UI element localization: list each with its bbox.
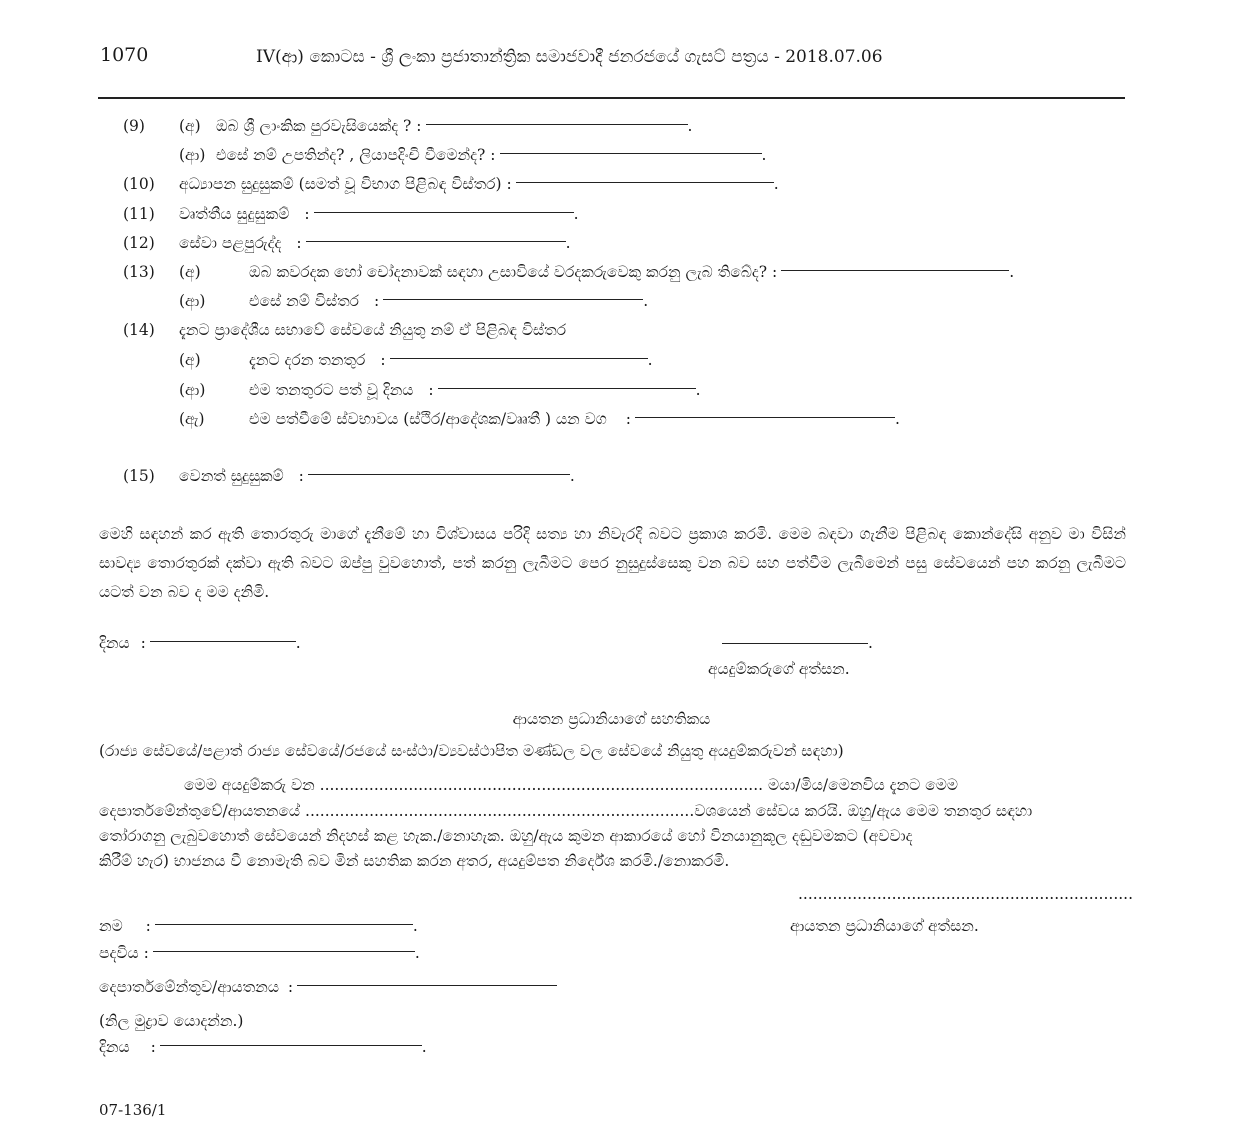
certificate-subtitle: (රාජ්‍ය සේවයේ/පළාත් රාජ්‍ය සේවයේ/රජයේ සංස්ථා/ව්‍යවස්ථාපිත මණ්ඩල වල සේවයේ නියුතු අයදුම්කරුවන් සඳහා) bbox=[99, 742, 844, 760]
item-14c-row: එම පත්වීමේ ස්වභාවය (ස්ථිර/ආදේශක/වෘෘතී ) යන වග : . bbox=[249, 410, 900, 428]
item-14a-letter: (අ) bbox=[179, 351, 201, 369]
item-9b-row: එසේ නම් උපතින්ද? , ලියාපදිංචි වීමෙන්ද? : . bbox=[216, 146, 767, 164]
seal-note: (නිල මුද්‍රාව යොදන්න.) bbox=[99, 1012, 244, 1030]
item-12-answer-line[interactable] bbox=[306, 241, 566, 242]
item-14-label: දැනට ප්‍රාදේශීය සභාවේ සේවයේ නියුතු නම් ඒ පිළිබඳ විස්තර bbox=[179, 321, 567, 339]
applicant-date-row: දිනය : . bbox=[99, 634, 301, 652]
applicant-date-label: දිනය bbox=[99, 634, 130, 652]
department-label: දෙපාර්තමේන්තුව/ආයතනය bbox=[99, 978, 279, 996]
item-10-label: අධ්‍යාපන සුදුසුකම් (සමත් වූ විභාග පිළිබඳ විස්තර) bbox=[179, 175, 502, 193]
page-number: 1070 bbox=[100, 44, 149, 66]
item-14a-answer-line[interactable] bbox=[390, 358, 648, 359]
item-9a-answer-line[interactable] bbox=[426, 124, 688, 125]
applicant-signature-label: අයදුම්කරුගේ අත්සන. bbox=[708, 660, 850, 678]
item-9b-letter: (ආ) bbox=[179, 146, 206, 164]
item-12-label: සේවා පළපුරුද්ද bbox=[179, 234, 282, 252]
department-line[interactable] bbox=[297, 985, 557, 986]
head-signature-label: ආයතන ප්‍රධානියාගේ අත්සන. bbox=[790, 917, 979, 935]
item-14c-answer-line[interactable] bbox=[635, 417, 895, 418]
certificate-title: ආයතන ප්‍රධානියාගේ සහතිකය bbox=[512, 710, 711, 728]
item-14b-letter: (ආ) bbox=[179, 381, 206, 399]
applicant-name-blank[interactable]: .......................................................................................... bbox=[319, 776, 764, 794]
item-number-11: (11) bbox=[123, 205, 155, 223]
item-14c-letter: (ඇ) bbox=[179, 410, 205, 428]
name-label: නම bbox=[99, 917, 123, 935]
name-row: නම : . bbox=[99, 917, 418, 935]
applicant-signature-line[interactable] bbox=[722, 643, 868, 644]
item-10-row: අධ්‍යාපන සුදුසුකම් (සමත් වූ විභාග පිළිබඳ විස්තර) : . bbox=[179, 175, 779, 193]
head-signature-dots[interactable]: .................................................................... bbox=[798, 885, 1134, 903]
item-15-answer-line[interactable] bbox=[308, 474, 570, 475]
post-label: පදවිය bbox=[99, 944, 139, 962]
certificate-line-2-lead: දෙපාර්තමේන්තුවේ/ආයතනයේ bbox=[99, 802, 301, 820]
department-row: දෙපාර්තමේන්තුව/ආයතනය : bbox=[99, 978, 557, 997]
item-9b-answer-line[interactable] bbox=[500, 153, 762, 154]
item-number-14: (14) bbox=[123, 321, 155, 339]
applicant-date-line[interactable] bbox=[150, 641, 296, 642]
item-14b-label: එම තනතුරට පත් වූ දිනය bbox=[249, 381, 414, 399]
item-number-10: (10) bbox=[123, 175, 155, 193]
item-14c-label: එම පත්වීමේ ස්වභාවය (ස්ථිර/ආදේශක/වෘෘතී ) යන වග bbox=[249, 410, 607, 428]
certificate-line-2 bbox=[99, 802, 1032, 821]
certificate-line-1 bbox=[184, 776, 958, 795]
item-9a-letter: (අ) bbox=[179, 117, 201, 135]
item-13b-letter: (ආ) bbox=[179, 292, 206, 310]
certificate-line-3: තෝරාගනු ලැබුවහොත් සේවයෙන් නිදහස් කළ හැක./නොහැක. ඔහු/ඇය කුමන ආකාරයේ හෝ විනයානුකූල දඬුවමකට (අවවාද bbox=[99, 827, 913, 845]
gazette-header-title: IV(ආ) කොටස - ශ්‍රී ලංකා ප්‍රජාතාන්ත්‍රික සමාජවාදී ජනරජයේ ගැසට් පත්‍රය - 2018.07.06 bbox=[256, 47, 883, 67]
item-11-answer-line[interactable] bbox=[314, 212, 574, 213]
certificate-line-1-lead: මෙම අයදුම්කරු වන bbox=[184, 776, 315, 794]
item-14a-label: දැනට දරන තනතුර bbox=[249, 351, 366, 369]
item-13b-row: එසේ නම් විස්තර : . bbox=[249, 292, 649, 310]
certificate-date-line[interactable] bbox=[160, 1045, 422, 1046]
item-13b-answer-line[interactable] bbox=[383, 299, 643, 300]
post-line[interactable] bbox=[153, 951, 415, 952]
item-14b-row: එම තනතුරට පත් වූ දිනය : . bbox=[249, 381, 701, 399]
item-number-13: (13) bbox=[123, 263, 155, 281]
name-line[interactable] bbox=[155, 924, 413, 925]
declaration-paragraph: මෙහි සඳහන් කර ඇති තොරතුරු මාගේ දැනීමේ හා විශ්වාසය පරිදි සත්‍ය හා නිවැරදි බවට ප්‍රකාශ කරමි. මෙම බඳවා ගැනීම පිළිබඳ කොන්දේසි අනුව මා විසින් සාවද්‍ය තොරතුරක් දක්වා ඇති බවට ඔප්පු වුවහොත්, පත් කරනු ලැබීමට පෙර නුසුදුස්සෙකු වන බව සහ පත්වීම ලැබීමෙන් පසු සේවයෙන් පහ කරනු ලැබීමට යටත් වන බව ද මම දනිමි. bbox=[99, 525, 1126, 601]
certificate-date-row: දිනය : . bbox=[99, 1038, 427, 1056]
item-13a-letter: (අ) bbox=[179, 263, 201, 281]
item-13a-row: ඔබ කවරදක හෝ චෝදනාවක් සඳහා උසාවියේ වරදකරුවෙකු කරනු ලැබ තිබේද? : . bbox=[249, 263, 1015, 281]
designation-blank[interactable]: ............................................................................... bbox=[305, 802, 695, 820]
item-10-answer-line[interactable] bbox=[516, 182, 774, 183]
footer-code: 07-136/1 bbox=[99, 1101, 167, 1119]
item-15-row: වෙනත් සුදුසුකම් : . bbox=[179, 467, 575, 485]
item-9a-row: ඔබ ශ්‍රී ලාංකික පුරවැසියෙක්ද ? : . bbox=[216, 117, 693, 135]
item-13a-label: ඔබ කවරදක හෝ චෝදනාවක් සඳහා උසාවියේ වරදකරුවෙකු කරනු ලැබ තිබේද? bbox=[249, 263, 768, 281]
item-14b-answer-line[interactable] bbox=[438, 388, 696, 389]
item-number-9: (9) bbox=[123, 117, 145, 135]
item-9b-label: එසේ නම් උපතින්ද? , ලියාපදිංචි වීමෙන්ද? bbox=[216, 146, 486, 164]
item-number-15: (15) bbox=[123, 467, 155, 485]
item-11-label: වෘත්තීය සුදුසුකම් bbox=[179, 205, 290, 223]
item-9a-label: ඔබ ශ්‍රී ලාංකික පුරවැසියෙක්ද ? bbox=[216, 117, 412, 135]
certificate-date-label: දිනය bbox=[99, 1038, 130, 1056]
item-13b-label: එසේ නම් විස්තර bbox=[249, 292, 360, 310]
item-13a-answer-line[interactable] bbox=[781, 270, 1009, 271]
certificate-line-1-tail: මයා/මිය/මෙනවිය දැනට මෙම bbox=[768, 776, 959, 794]
item-number-12: (12) bbox=[123, 234, 155, 252]
header-rule bbox=[98, 97, 1125, 99]
post-row: පදවිය : . bbox=[99, 944, 420, 962]
certificate-line-4: කිරීම් හැර) භාජනය වී නොමැති බව මින් සහතික කරන අතර, අයදුම්පත නිර්දේශ කරමි./නොකරමි. bbox=[99, 852, 730, 870]
item-14a-row: දැනට දරන තනතුර : . bbox=[249, 351, 653, 369]
item-15-label: වෙනත් සුදුසුකම් bbox=[179, 467, 284, 485]
item-11-row: වෘත්තීය සුදුසුකම් : . bbox=[179, 205, 579, 223]
certificate-line-2-tail: වශයෙන් සේවය කරයි. ඔහු/ඇය මෙම තනතුර සඳහා bbox=[694, 802, 1033, 820]
item-12-row: සේවා පළපුරුද්ද : . bbox=[179, 234, 571, 252]
